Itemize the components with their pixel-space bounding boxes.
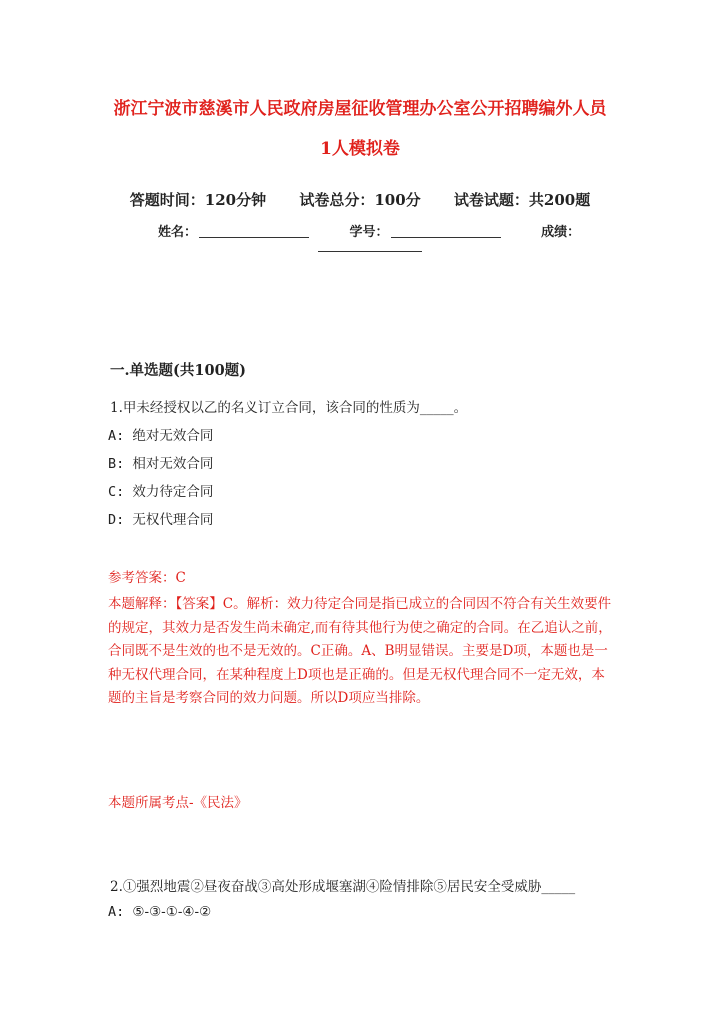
question-1-answer: 参考答案：C	[108, 570, 186, 586]
score-blank	[318, 251, 422, 252]
exam-question-count: 试卷试题：共200题	[453, 191, 591, 209]
exam-meta	[0, 189, 720, 210]
name-blank	[199, 224, 309, 238]
question-1-option-b	[108, 452, 213, 472]
question-1-option-d	[108, 508, 213, 528]
exam-title-line2: 1人模拟卷	[320, 139, 400, 159]
question-1-stem: 1.甲未经授权以乙的名义订立合同，该合同的性质为_____。	[110, 400, 468, 416]
option-text: 效力待定合同	[132, 484, 214, 500]
option-text: ⑤-③-①-④-②	[132, 904, 212, 920]
score-label: 成绩：	[541, 225, 581, 240]
option-key: C:	[108, 484, 125, 500]
name-label: 姓名：	[158, 225, 198, 240]
option-key: D:	[108, 512, 125, 528]
question-1-option-a	[108, 424, 213, 444]
option-text: 相对无效合同	[132, 456, 214, 472]
exam-time: 答题时间：120分钟	[129, 191, 267, 209]
id-label: 学号：	[349, 225, 389, 240]
exam-total-score: 试卷总分：100分	[299, 191, 421, 209]
question-1-explanation: 本题解释：【答案】C。解析：效力待定合同是指已成立的合同因不符合有关生效要件的规定，其效力是否发生尚未确定,而有待其他行为使之确定的合同。在乙追认之前，合同既不是生效的也不是无效的。C正确。A、B明显错误。主要是D项，本题也是一种无权代理合同，在某种程度上D项也是正确的。但是无权代理合同不一定无效，本题的主旨是考察合同的效力问题。所以D项应当排除。	[108, 596, 612, 706]
exam-title-line1: 浙江宁波市慈溪市人民政府房屋征收管理办公室公开招聘编外人员	[113, 99, 607, 119]
option-key: B:	[108, 456, 125, 472]
question-1-topic: 本题所属考点-《民法》	[108, 795, 248, 811]
student-info-fields	[158, 221, 582, 240]
option-key: A:	[108, 428, 125, 444]
question-2-stem: 2.①强烈地震②昼夜奋战③高处形成堰塞湖④险情排除⑤居民安全受威胁_____	[110, 879, 576, 895]
option-text: 无权代理合同	[132, 512, 214, 528]
id-blank	[391, 224, 501, 238]
question-1-option-c	[108, 480, 213, 500]
option-key: A:	[108, 904, 125, 920]
question-2-option-a	[108, 904, 211, 920]
section-title: 一.单选题(共100题)	[110, 362, 247, 379]
option-text: 绝对无效合同	[132, 428, 214, 444]
